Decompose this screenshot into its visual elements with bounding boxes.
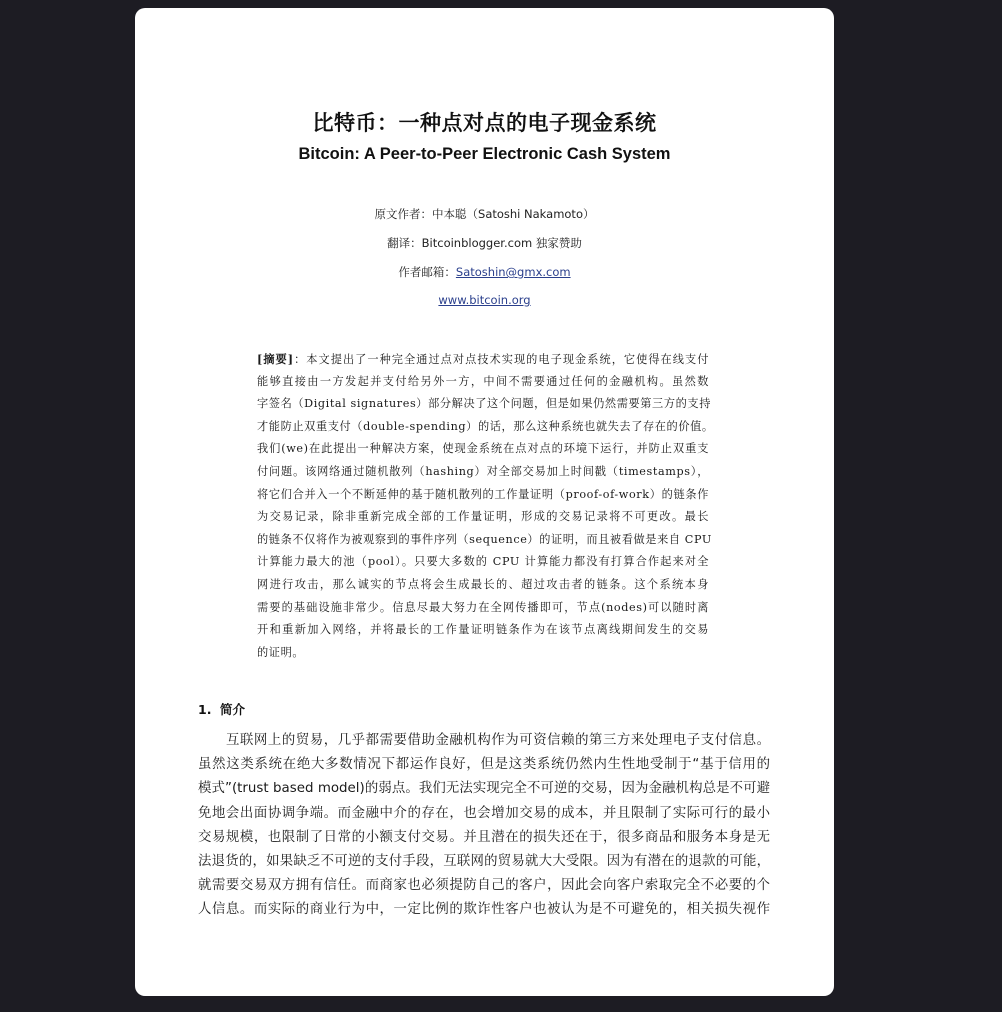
body-line: 法退货的，如果缺乏不可逆的支付手段，互联网的贸易就大大受限。因为有潜在的退款的可能， xyxy=(198,853,770,869)
body-line: 模式”(trust based model)的弱点。我们无法实现完全不可逆的交易，因为金融机构总是不可避 xyxy=(198,781,770,797)
website-link[interactable]: www.bitcoin.org xyxy=(438,293,531,307)
abstract-line: 将它们合并入一个不断延伸的基于随机散列的工作量证明（proof-of-work）的链条作 xyxy=(257,487,709,501)
body-line: 交易规模，也限制了日常的小额支付交易。并且潜在的损失还在于，很多商品和服务本身是无 xyxy=(198,829,770,845)
abstract-line: 需要的基础设施非常少。信息尽最大努力在全网传播即可，节点(nodes)可以随时离 xyxy=(257,600,709,614)
section-title: 简介 xyxy=(220,702,246,717)
abstract-line: 计算能力最大的池（pool）。只要大多数的 CPU 计算能力都没有打算合作起来对全 xyxy=(257,555,709,569)
abstract-line: 的证明。 xyxy=(257,645,305,659)
abstract-line: 付问题。该网络通过随机散列（hashing）对全部交易加上时间戳（timestamps）， xyxy=(257,464,709,478)
translator-line: 翻译：Bitcoinblogger.com 独家赞助 xyxy=(387,236,582,250)
abstract-line: 字签名（Digital signatures）部分解决了这个问题，但是如果仍然需要第三方的支持 xyxy=(257,397,711,411)
abstract-line: 能够直接由一方发起并支付给另外一方，中间不需要通过任何的金融机构。虽然数 xyxy=(257,374,709,388)
abstract-line: [摘要]：本文提出了一种完全通过点对点技术实现的电子现金系统，它使得在线支付 xyxy=(257,352,709,366)
body-line: 互联网上的贸易，几乎都需要借助金融机构作为可资信赖的第三方来处理电子支付信息。 xyxy=(226,733,770,748)
email-line xyxy=(135,264,834,280)
email-label: 作者邮箱： xyxy=(398,265,456,279)
body-line: 免地会出面协调争端。而金融中介的存在，也会增加交易的成本，并且限制了实际可行的最小 xyxy=(198,805,770,821)
abstract-line: 开和重新加入网络，并将最长的工作量证明链条作为在该节点离线期间发生的交易 xyxy=(257,623,709,637)
body-line: 人信息。而实际的商业行为中，一定比例的欺诈性客户也被认为是不可避免的，相关损失视作 xyxy=(198,902,770,918)
body-line: 就需要交易双方拥有信任。而商家也必须提防自己的客户，因此会向客户索取完全不必要的个 xyxy=(198,878,770,894)
abstract-line: 才能防止双重支付（double-spending）的话，那么这种系统也就失去了存在的价值。 xyxy=(257,419,714,433)
document-page xyxy=(135,8,834,996)
abstract-line: 的链条不仅将作为被观察到的事件序列（sequence）的证明，而且被看做是来自 CPU xyxy=(257,532,712,546)
email-link[interactable]: Satoshin@gmx.com xyxy=(455,265,571,279)
title-chinese: 比特币：一种点对点的电子现金系统 xyxy=(312,111,657,135)
abstract xyxy=(257,348,714,664)
body-line: 虽然这类系统在绝大多数情况下都运作良好，但是这类系统仍然内生性地受制于“基于信用的 xyxy=(198,757,770,773)
section-number: 1. xyxy=(198,702,212,717)
abstract-line: 我们(we)在此提出一种解决方案，使现金系统在点对点的环境下运行，并防止双重支 xyxy=(257,442,709,456)
introduction-body xyxy=(198,729,770,923)
author-line: 原文作者：中本聪（Satoshi Nakamoto） xyxy=(374,207,595,221)
abstract-line: 网进行攻击，那么诚实的节点将会生成最长的、超过攻击者的链条。这个系统本身 xyxy=(257,577,709,591)
section-heading-introduction xyxy=(198,700,245,718)
website-line xyxy=(135,293,834,307)
title-english: Bitcoin: A Peer-to-Peer Electronic Cash System xyxy=(298,145,671,163)
abstract-line: 为交易记录，除非重新完成全部的工作量证明，形成的交易记录将不可更改。最长 xyxy=(257,510,709,524)
abstract-label: [摘要] xyxy=(257,352,294,366)
